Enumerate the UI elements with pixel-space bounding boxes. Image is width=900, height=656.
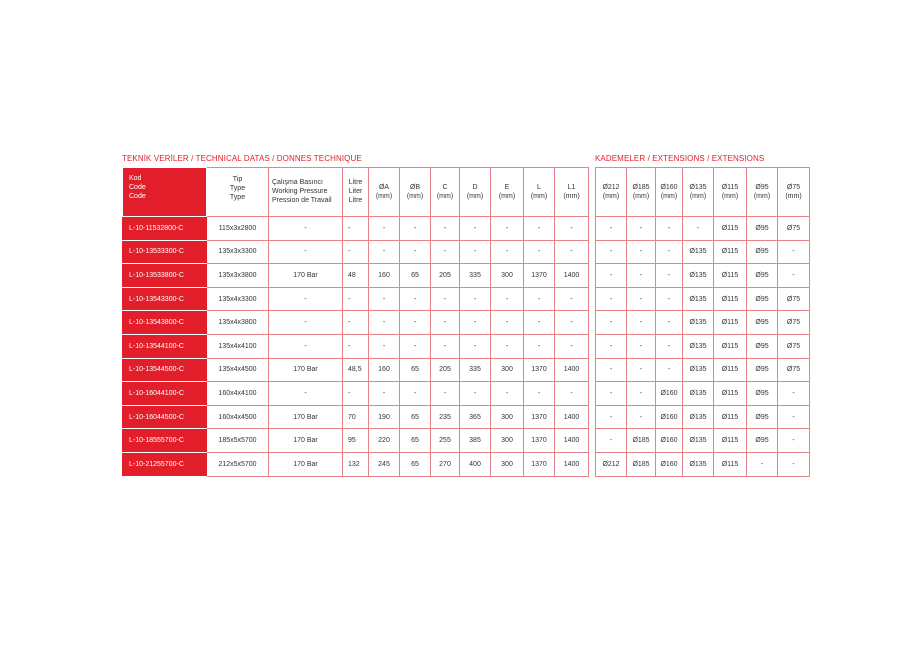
code-cell: L-10-18555700-C: [123, 429, 207, 453]
header-unit: (mm): [721, 193, 739, 200]
table-row: [123, 358, 589, 382]
diameter-a-cell: -: [369, 334, 400, 358]
liter-cell: -: [343, 334, 369, 358]
type-cell: 185x5x5700: [207, 429, 269, 453]
header-pressure-tr: Çalışma Basıncı: [272, 179, 323, 186]
l1-cell: -: [555, 217, 589, 241]
pressure-cell: 170 Bar: [269, 405, 343, 429]
extension-cell: Ø160: [656, 429, 683, 453]
extensions-header-row: [596, 168, 810, 217]
extension-cell: Ø115: [714, 358, 747, 382]
d-cell: -: [460, 287, 491, 311]
header-ext-135: [683, 168, 714, 217]
header-code: [123, 168, 207, 217]
table-row: [123, 240, 589, 264]
e-cell: 300: [491, 405, 524, 429]
d-cell: -: [460, 311, 491, 335]
table-row: [123, 217, 589, 241]
header-ext-75: [778, 168, 810, 217]
extension-cell: Ø95: [747, 311, 778, 335]
l1-cell: -: [555, 287, 589, 311]
header-unit: (mm): [466, 193, 484, 200]
type-cell: 135x4x3800: [207, 311, 269, 335]
table-row: [596, 429, 810, 453]
pressure-cell: -: [269, 311, 343, 335]
extension-cell: -: [596, 382, 627, 406]
diameter-a-cell: -: [369, 287, 400, 311]
header-unit: (mm): [602, 193, 620, 200]
c-cell: 255: [431, 429, 460, 453]
extension-cell: -: [778, 405, 810, 429]
extension-cell: -: [656, 334, 683, 358]
l-cell: -: [524, 334, 555, 358]
header-name: E: [504, 184, 510, 191]
header-name: Ø185: [632, 184, 650, 191]
d-cell: -: [460, 217, 491, 241]
type-cell: 160x4x4100: [207, 382, 269, 406]
header-l1: [555, 168, 589, 217]
l-cell: 1370: [524, 452, 555, 476]
extension-cell: Ø160: [656, 405, 683, 429]
diameter-b-cell: -: [400, 311, 431, 335]
extension-cell: -: [656, 358, 683, 382]
header-name: Ø160: [660, 184, 678, 191]
e-cell: 300: [491, 452, 524, 476]
pressure-cell: -: [269, 382, 343, 406]
technical-data-title: TEKNİK VERİLER / TECHNICAL DATAS / DONNES TECHNIQUE: [122, 154, 362, 163]
diameter-a-cell: -: [369, 382, 400, 406]
l-cell: 1370: [524, 429, 555, 453]
c-cell: 270: [431, 452, 460, 476]
e-cell: 300: [491, 358, 524, 382]
header-c: [431, 168, 460, 217]
l-cell: -: [524, 382, 555, 406]
header-d: [460, 168, 491, 217]
extension-cell: Ø135: [683, 382, 714, 406]
extension-cell: -: [627, 287, 656, 311]
header-unit: (mm): [530, 193, 548, 200]
header-name: ØA: [378, 184, 390, 191]
type-cell: 135x4x3300: [207, 287, 269, 311]
extension-cell: Ø115: [714, 382, 747, 406]
extension-cell: Ø160: [656, 382, 683, 406]
diameter-b-cell: -: [400, 217, 431, 241]
l-cell: -: [524, 287, 555, 311]
diameter-b-cell: -: [400, 287, 431, 311]
header-unit: (mm): [753, 193, 771, 200]
extension-cell: Ø95: [747, 264, 778, 288]
liter-cell: 95: [343, 429, 369, 453]
code-cell: L-10-13533300-C: [123, 240, 207, 264]
l-cell: -: [524, 311, 555, 335]
extension-cell: Ø95: [747, 382, 778, 406]
extension-cell: -: [656, 311, 683, 335]
header-liter-en: Liter: [348, 188, 363, 195]
extensions-title: KADEMELER / EXTENSIONS / EXTENSIONS: [595, 154, 765, 163]
extension-cell: Ø75: [778, 311, 810, 335]
extension-cell: -: [627, 382, 656, 406]
extension-cell: Ø75: [778, 217, 810, 241]
header-ext-212: [596, 168, 627, 217]
extension-cell: -: [627, 358, 656, 382]
extension-cell: Ø135: [683, 334, 714, 358]
extension-cell: Ø135: [683, 429, 714, 453]
technical-header-row: [123, 168, 589, 217]
table-row: [596, 334, 810, 358]
header-name: Ø212: [602, 184, 620, 191]
c-cell: 205: [431, 358, 460, 382]
code-cell: L-10-21255700-C: [123, 452, 207, 476]
table-row: [123, 452, 589, 476]
extension-cell: Ø95: [747, 429, 778, 453]
header-unit: (mm): [436, 193, 454, 200]
extension-cell: -: [627, 240, 656, 264]
header-type: [207, 168, 269, 217]
d-cell: -: [460, 382, 491, 406]
header-liter-fr: Litre: [348, 197, 363, 204]
type-cell: 160x4x4500: [207, 405, 269, 429]
liter-cell: 48: [343, 264, 369, 288]
header-type-fr: Type: [229, 194, 246, 201]
header-liter-tr: Litre: [348, 179, 363, 186]
l1-cell: 1400: [555, 405, 589, 429]
extension-cell: Ø115: [714, 334, 747, 358]
header-liter: [343, 168, 369, 217]
extension-cell: -: [627, 264, 656, 288]
table-row: [596, 311, 810, 335]
table-row: [596, 217, 810, 241]
header-name: L: [537, 184, 541, 191]
diameter-b-cell: -: [400, 334, 431, 358]
extension-cell: -: [596, 334, 627, 358]
diameter-b-cell: -: [400, 240, 431, 264]
extension-cell: -: [596, 405, 627, 429]
header-pressure: [269, 168, 343, 217]
extension-cell: -: [596, 429, 627, 453]
d-cell: 335: [460, 264, 491, 288]
e-cell: 300: [491, 264, 524, 288]
d-cell: -: [460, 334, 491, 358]
l1-cell: -: [555, 382, 589, 406]
table-row: [123, 405, 589, 429]
c-cell: -: [431, 311, 460, 335]
extension-cell: -: [778, 452, 810, 476]
l-cell: 1370: [524, 358, 555, 382]
extension-cell: Ø135: [683, 264, 714, 288]
header-unit: (mm): [375, 193, 393, 200]
extension-cell: Ø115: [714, 429, 747, 453]
header-diameter-a: [369, 168, 400, 217]
type-cell: 212x5x5700: [207, 452, 269, 476]
extension-cell: -: [747, 452, 778, 476]
diameter-a-cell: -: [369, 217, 400, 241]
type-cell: 135x3x3300: [207, 240, 269, 264]
extension-cell: Ø135: [683, 405, 714, 429]
pressure-cell: 170 Bar: [269, 429, 343, 453]
l-cell: -: [524, 240, 555, 264]
code-cell: L-10-13544100-C: [123, 334, 207, 358]
header-diameter-b: [400, 168, 431, 217]
diameter-a-cell: -: [369, 240, 400, 264]
table-row: [596, 264, 810, 288]
e-cell: -: [491, 287, 524, 311]
header-ext-95: [747, 168, 778, 217]
table-row: [596, 358, 810, 382]
extension-cell: Ø95: [747, 240, 778, 264]
l-cell: -: [524, 217, 555, 241]
diameter-a-cell: 190: [369, 405, 400, 429]
table-row: [123, 264, 589, 288]
diameter-a-cell: 160: [369, 358, 400, 382]
d-cell: 400: [460, 452, 491, 476]
pressure-cell: 170 Bar: [269, 264, 343, 288]
type-cell: 135x4x4500: [207, 358, 269, 382]
code-cell: L-10-11532800-C: [123, 217, 207, 241]
extension-cell: Ø115: [714, 240, 747, 264]
pressure-cell: -: [269, 287, 343, 311]
table-row: [123, 287, 589, 311]
extension-cell: -: [627, 311, 656, 335]
extension-cell: Ø75: [778, 334, 810, 358]
table-row: [596, 240, 810, 264]
header-code-tr: Kod: [129, 175, 142, 182]
extension-cell: -: [627, 217, 656, 241]
extension-cell: -: [656, 240, 683, 264]
extension-cell: Ø75: [778, 358, 810, 382]
pressure-cell: -: [269, 334, 343, 358]
extension-cell: -: [778, 264, 810, 288]
header-name: Ø135: [689, 184, 707, 191]
code-cell: L-10-16044100-C: [123, 382, 207, 406]
pressure-cell: -: [269, 217, 343, 241]
header-name: ØB: [409, 184, 421, 191]
type-cell: 135x4x4100: [207, 334, 269, 358]
liter-cell: 48,5: [343, 358, 369, 382]
extension-cell: -: [656, 287, 683, 311]
e-cell: -: [491, 217, 524, 241]
header-unit: (mm): [406, 193, 424, 200]
extension-cell: Ø135: [683, 358, 714, 382]
header-ext-160: [656, 168, 683, 217]
extension-cell: -: [596, 358, 627, 382]
d-cell: -: [460, 240, 491, 264]
extension-cell: Ø135: [683, 452, 714, 476]
table-row: [123, 382, 589, 406]
extension-cell: -: [778, 429, 810, 453]
extension-cell: -: [596, 217, 627, 241]
type-cell: 135x3x3800: [207, 264, 269, 288]
extension-cell: Ø135: [683, 311, 714, 335]
e-cell: 300: [491, 429, 524, 453]
table-row: [123, 334, 589, 358]
header-ext-115: [714, 168, 747, 217]
extension-cell: Ø160: [656, 452, 683, 476]
c-cell: 205: [431, 264, 460, 288]
extension-cell: Ø95: [747, 287, 778, 311]
extension-cell: -: [596, 264, 627, 288]
pressure-cell: 170 Bar: [269, 452, 343, 476]
l1-cell: 1400: [555, 358, 589, 382]
header-unit: (mm): [498, 193, 516, 200]
diameter-b-cell: -: [400, 382, 431, 406]
extension-cell: -: [778, 240, 810, 264]
header-name: Ø95: [755, 184, 769, 191]
diameter-b-cell: 65: [400, 452, 431, 476]
e-cell: -: [491, 311, 524, 335]
extension-cell: Ø115: [714, 311, 747, 335]
c-cell: -: [431, 334, 460, 358]
table-row: [596, 287, 810, 311]
extension-cell: -: [627, 405, 656, 429]
code-cell: L-10-13543800-C: [123, 311, 207, 335]
liter-cell: 132: [343, 452, 369, 476]
diameter-a-cell: 160: [369, 264, 400, 288]
header-unit: (mm): [785, 193, 802, 200]
pressure-cell: 170 Bar: [269, 358, 343, 382]
extension-cell: Ø115: [714, 405, 747, 429]
code-cell: L-10-16044500-C: [123, 405, 207, 429]
extension-cell: -: [778, 382, 810, 406]
d-cell: 365: [460, 405, 491, 429]
e-cell: -: [491, 334, 524, 358]
d-cell: 385: [460, 429, 491, 453]
extensions-table: [595, 167, 810, 477]
pressure-cell: -: [269, 240, 343, 264]
header-unit: (mm): [632, 193, 650, 200]
diameter-a-cell: 220: [369, 429, 400, 453]
liter-cell: -: [343, 311, 369, 335]
extension-cell: Ø115: [714, 264, 747, 288]
extension-cell: -: [627, 334, 656, 358]
type-cell: 115x3x2800: [207, 217, 269, 241]
l1-cell: -: [555, 334, 589, 358]
e-cell: -: [491, 382, 524, 406]
code-cell: L-10-13544500-C: [123, 358, 207, 382]
c-cell: -: [431, 240, 460, 264]
diameter-b-cell: 65: [400, 429, 431, 453]
liter-cell: -: [343, 240, 369, 264]
l1-cell: -: [555, 311, 589, 335]
l1-cell: 1400: [555, 452, 589, 476]
extension-cell: Ø135: [683, 240, 714, 264]
header-name: C: [442, 184, 448, 191]
diameter-b-cell: 65: [400, 264, 431, 288]
extension-cell: Ø115: [714, 217, 747, 241]
c-cell: -: [431, 382, 460, 406]
table-row: [596, 405, 810, 429]
header-pressure-fr: Pression de Travail: [272, 197, 332, 204]
extension-cell: -: [596, 240, 627, 264]
extension-cell: -: [656, 217, 683, 241]
header-e: [491, 168, 524, 217]
extension-cell: Ø95: [747, 405, 778, 429]
liter-cell: -: [343, 382, 369, 406]
technical-data-table: [122, 167, 589, 477]
header-code-fr: Code: [129, 193, 146, 200]
table-row: [123, 429, 589, 453]
extension-cell: -: [656, 264, 683, 288]
diameter-a-cell: -: [369, 311, 400, 335]
extension-cell: Ø135: [683, 287, 714, 311]
extension-cell: Ø75: [778, 287, 810, 311]
code-cell: L-10-13543300-C: [123, 287, 207, 311]
l1-cell: 1400: [555, 429, 589, 453]
l1-cell: -: [555, 240, 589, 264]
c-cell: -: [431, 217, 460, 241]
extension-cell: Ø115: [714, 287, 747, 311]
diameter-b-cell: 65: [400, 405, 431, 429]
liter-cell: -: [343, 287, 369, 311]
extension-cell: Ø95: [747, 334, 778, 358]
e-cell: -: [491, 240, 524, 264]
l-cell: 1370: [524, 264, 555, 288]
d-cell: 335: [460, 358, 491, 382]
liter-cell: 70: [343, 405, 369, 429]
diameter-a-cell: 245: [369, 452, 400, 476]
extension-cell: -: [596, 287, 627, 311]
liter-cell: -: [343, 217, 369, 241]
table-row: [596, 382, 810, 406]
diameter-b-cell: 65: [400, 358, 431, 382]
c-cell: -: [431, 287, 460, 311]
table-row: [596, 452, 810, 476]
header-name: L1: [567, 184, 576, 191]
table-row: [123, 311, 589, 335]
header-unit: (mm): [563, 193, 580, 200]
header-ext-185: [627, 168, 656, 217]
header-l: [524, 168, 555, 217]
extension-cell: Ø212: [596, 452, 627, 476]
header-code-en: Code: [129, 184, 146, 191]
l-cell: 1370: [524, 405, 555, 429]
extension-cell: Ø185: [627, 429, 656, 453]
extension-cell: -: [683, 217, 714, 241]
extension-cell: Ø95: [747, 358, 778, 382]
header-unit: (mm): [660, 193, 678, 200]
extension-cell: Ø115: [714, 452, 747, 476]
extension-cell: Ø95: [747, 217, 778, 241]
extension-cell: Ø185: [627, 452, 656, 476]
header-name: Ø75: [786, 184, 801, 191]
code-cell: L-10-13533800-C: [123, 264, 207, 288]
header-type-en: Type: [229, 185, 246, 192]
extension-cell: -: [596, 311, 627, 335]
header-unit: (mm): [689, 193, 707, 200]
c-cell: 235: [431, 405, 460, 429]
header-type-tr: Tip: [232, 176, 243, 183]
header-pressure-en: Working Pressure: [272, 188, 328, 195]
l1-cell: 1400: [555, 264, 589, 288]
header-name: D: [472, 184, 478, 191]
header-name: Ø115: [721, 184, 739, 191]
